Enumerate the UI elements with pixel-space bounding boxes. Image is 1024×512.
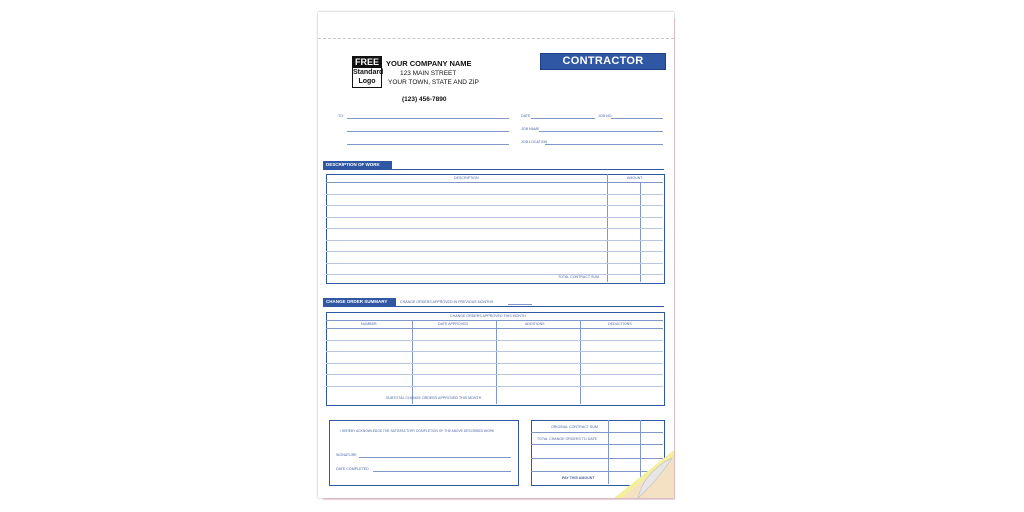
description-table [326, 174, 665, 284]
amount-column-header: AMOUNT [627, 176, 643, 180]
change-order-row-line[interactable] [326, 340, 663, 341]
this-month-label: CHANGE ORDERS APPROVED THIS MONTH [450, 314, 526, 318]
deductions-column-header: DEDUCTIONS [608, 322, 632, 326]
to-label: TO: [338, 114, 344, 118]
description-row-line[interactable] [326, 228, 663, 229]
date-approved-column-header: DATE APPROVED [438, 322, 469, 326]
description-header-rule [326, 182, 663, 183]
totals-divider-1 [608, 420, 609, 484]
job-name-label: JOB NAME [521, 127, 540, 131]
date-label: DATE [521, 114, 531, 118]
change-order-section-header: CHANGE ORDER SUMMARY [323, 298, 396, 306]
change-order-row-line[interactable] [326, 374, 663, 375]
description-row-line[interactable] [326, 240, 663, 241]
page-curl [614, 450, 674, 498]
description-row-line[interactable] [326, 274, 663, 275]
original-contract-sum-label: ORIGINAL CONTRACT SUM [551, 425, 598, 429]
job-name-line[interactable] [539, 131, 663, 132]
previous-months-line[interactable] [508, 304, 532, 305]
invoice-form [318, 12, 674, 498]
job-location-label: JOB LOCATION [521, 140, 548, 144]
standard-logo [352, 56, 382, 88]
description-top-rule [323, 169, 664, 170]
to-line-3[interactable] [347, 144, 509, 145]
change-order-row-line[interactable] [326, 351, 663, 352]
additions-column-header: ADDITIONS [525, 322, 545, 326]
pay-this-amount-label: PAY THIS AMOUNT [562, 476, 595, 480]
number-column-header: NUMBER [361, 322, 377, 326]
description-row-line[interactable] [326, 217, 663, 218]
perforation-line [318, 38, 674, 39]
total-contract-sum-label: TOTAL CONTRACT SUM [558, 275, 599, 279]
totals-rule-2 [531, 444, 663, 445]
to-line-1[interactable] [347, 118, 509, 119]
change-order-subheader-rule [326, 320, 663, 321]
description-row-line[interactable] [326, 194, 663, 195]
company-city: YOUR TOWN, STATE AND ZIP [388, 79, 479, 86]
date-line[interactable] [531, 118, 595, 119]
change-order-row-line[interactable] [326, 363, 663, 364]
description-row-line[interactable] [326, 205, 663, 206]
company-phone: (123) 456-7890 [402, 96, 447, 103]
date-completed-line[interactable] [373, 471, 511, 472]
date-completed-label: DATE COMPLETED [336, 467, 369, 471]
job-no-line[interactable] [611, 118, 663, 119]
change-order-row-line[interactable] [326, 386, 663, 387]
description-column-header: DESCRIPTION [454, 176, 479, 180]
job-no-label: JOB NO. [598, 114, 613, 118]
company-name: YOUR COMPANY NAME [386, 59, 472, 68]
change-order-top-rule [323, 306, 664, 307]
totals-rule-1 [531, 432, 663, 433]
job-location-line[interactable] [545, 144, 663, 145]
description-row-line[interactable] [326, 251, 663, 252]
previous-months-label: CHANGE ORDERS APPROVED IN PREVIOUS MONTHS [400, 300, 494, 304]
description-section-header: DESCRIPTION OF WORK [323, 161, 392, 169]
cents-column-divider [640, 182, 641, 282]
acknowledgement-text: I HEREBY ACKNOWLEDGE THE SATISFACTORY COMPLETION OF THE ABOVE DESCRIBED WORK [340, 429, 495, 433]
invoice-title: CONTRACTOR INVOICE [540, 53, 666, 70]
to-line-2[interactable] [347, 131, 509, 132]
total-change-orders-label: TOTAL CHANGE ORDERS TO DATE [537, 437, 598, 441]
logo-line-2: Standard [353, 69, 384, 76]
signature-line[interactable] [359, 457, 511, 458]
logo-free-text: FREE [354, 57, 379, 67]
company-street: 123 MAIN STREET [400, 70, 457, 77]
signature-label: SIGNATURE [336, 453, 357, 457]
change-order-header-rule [326, 328, 663, 329]
subtotal-label: SUBTOTAL CHANGE ORDERS APPROVED THIS MONTH [386, 396, 482, 400]
description-row-line[interactable] [326, 263, 663, 264]
logo-line-3: Logo [358, 78, 376, 85]
